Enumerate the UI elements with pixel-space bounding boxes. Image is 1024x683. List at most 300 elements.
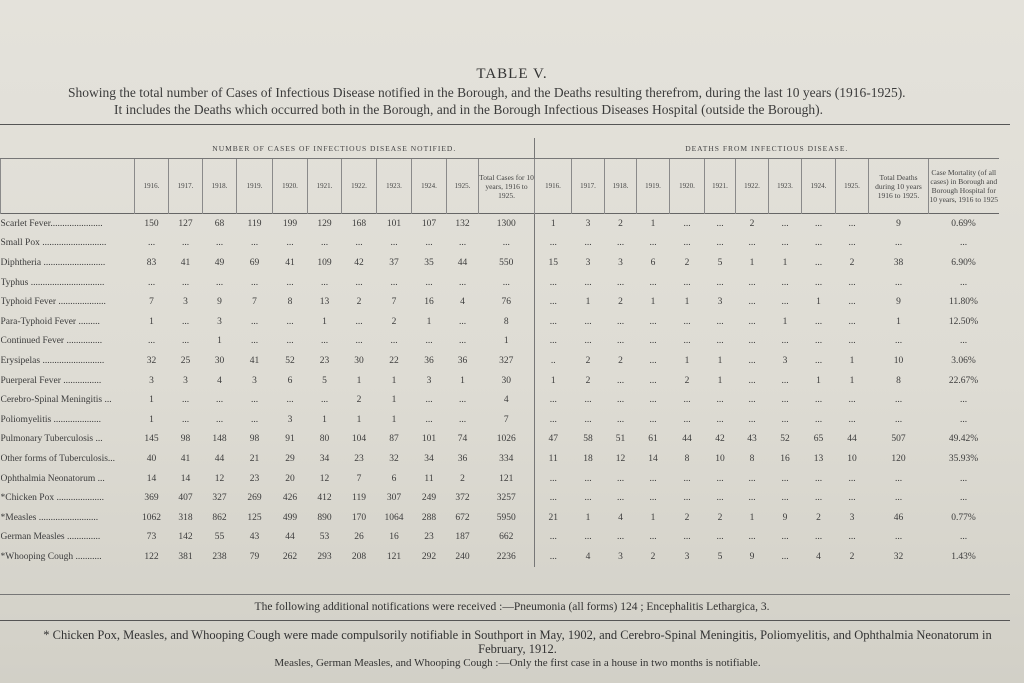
table-row bbox=[1, 488, 999, 508]
mortality-cell: ... bbox=[959, 395, 968, 406]
cases-cell: 208 bbox=[351, 551, 367, 562]
deaths-cell: 1 bbox=[816, 297, 821, 308]
cases-cell: 52 bbox=[285, 355, 295, 366]
mortality-cell: ... bbox=[959, 277, 968, 288]
deaths-cell: ... bbox=[848, 238, 856, 249]
cases-cell: 16 bbox=[424, 297, 434, 308]
deaths-cell: 61 bbox=[648, 434, 658, 445]
deaths-cell: ... bbox=[616, 473, 625, 484]
deaths-cell: ... bbox=[649, 395, 657, 406]
cases-cell: 30 bbox=[214, 355, 225, 366]
deaths-cell: 1 bbox=[849, 355, 855, 366]
disease-table bbox=[0, 138, 999, 567]
cases-cell: 327 bbox=[212, 493, 227, 504]
cases-cell: 1 bbox=[322, 414, 327, 425]
deaths-cell: ... bbox=[848, 532, 856, 543]
cases-cell: 9 bbox=[217, 297, 222, 308]
deaths-cell: ... bbox=[814, 218, 823, 229]
disease-name: Small Pox ........................... bbox=[0, 238, 107, 249]
cases-cell: 37 bbox=[389, 257, 399, 268]
deaths-cell: ... bbox=[584, 473, 592, 484]
cases-cell: ... bbox=[320, 238, 329, 249]
cases-cell: 14 bbox=[180, 473, 191, 484]
deaths-cell: 1 bbox=[782, 257, 788, 268]
total-deaths-cell: 1 bbox=[896, 316, 901, 327]
cases-cell: 49 bbox=[214, 257, 225, 268]
cases-cell: 1 bbox=[426, 316, 432, 327]
disease-name: Continued Fever ............... bbox=[0, 336, 103, 347]
deaths-cell: ... bbox=[848, 473, 856, 484]
deaths-cell: ... bbox=[716, 473, 724, 484]
deaths-cell: ... bbox=[616, 336, 625, 347]
cases-cell: ... bbox=[215, 414, 224, 425]
cases-cell: 2 bbox=[356, 395, 362, 406]
total-deaths-cell: 10 bbox=[893, 355, 904, 366]
cases-cell: 2 bbox=[460, 473, 465, 484]
year-header-row bbox=[1, 159, 999, 214]
mortality-cell: 11.80% bbox=[949, 297, 978, 308]
deaths-cell: 4 bbox=[585, 551, 591, 562]
cases-cell: 42 bbox=[354, 257, 364, 268]
disease-name: *Whooping Cough ........... bbox=[0, 551, 102, 562]
cases-cell: 3 bbox=[183, 375, 188, 386]
cases-cell: 1 bbox=[460, 375, 465, 386]
cases-cell: 36 bbox=[457, 355, 468, 366]
cases-cell: 3 bbox=[149, 375, 154, 386]
total-cases-cell: 121 bbox=[499, 473, 514, 484]
deaths-cell: 11 bbox=[535, 449, 572, 469]
disease-name: Pulmonary Tuberculosis ... bbox=[0, 434, 103, 445]
cases-cell: ... bbox=[355, 238, 363, 249]
cases-cell: 20 bbox=[285, 473, 295, 484]
disease-name: Para-Typhoid Fever ......... bbox=[0, 316, 100, 327]
deaths-cell: ... bbox=[683, 238, 691, 249]
deaths-cell: ... bbox=[535, 312, 572, 332]
total-cases-cell: ... bbox=[502, 238, 510, 249]
cases-cell: 80 bbox=[319, 434, 330, 445]
cases-cell: 4 bbox=[217, 375, 222, 386]
cases-cell: 44 bbox=[285, 532, 295, 543]
cases-cell: 1 bbox=[149, 395, 154, 406]
deaths-cell: ... bbox=[584, 238, 592, 249]
cases-cell: 318 bbox=[178, 512, 193, 523]
deaths-cell: 18 bbox=[583, 453, 593, 464]
cases-cell: 7 bbox=[391, 297, 397, 308]
case-year-header: 1919. bbox=[237, 159, 273, 214]
deaths-cell: ... bbox=[683, 336, 691, 347]
deaths-cell: ... bbox=[584, 316, 592, 327]
deaths-cell: 2 bbox=[849, 257, 855, 268]
cases-cell: 98 bbox=[249, 434, 260, 445]
deaths-cell: ... bbox=[584, 532, 592, 543]
mortality-cell: 3.06% bbox=[951, 355, 976, 366]
cases-cell: 53 bbox=[319, 532, 330, 543]
cases-cell: 499 bbox=[282, 512, 298, 523]
cases-cell: 44 bbox=[214, 453, 225, 464]
cases-cell: 3 bbox=[217, 316, 222, 327]
cases-cell: 83 bbox=[146, 257, 157, 268]
cases-cell: 22 bbox=[389, 355, 399, 366]
deaths-cell: ... bbox=[649, 336, 657, 347]
cases-cell: 127 bbox=[178, 218, 193, 229]
cases-cell: 104 bbox=[351, 434, 367, 445]
cases-cell: 1 bbox=[322, 316, 327, 327]
cases-cell: ... bbox=[286, 277, 294, 288]
cases-cell: 240 bbox=[455, 551, 470, 562]
deaths-cell: ... bbox=[716, 493, 724, 504]
name-header-cell bbox=[1, 138, 135, 159]
cases-cell: 36 bbox=[424, 355, 434, 366]
mortality-cell: 1.43% bbox=[951, 551, 976, 562]
deaths-cell: ... bbox=[781, 414, 789, 425]
case-year-header: 1922. bbox=[342, 159, 377, 214]
cases-cell: ... bbox=[181, 277, 190, 288]
cases-cell: ... bbox=[458, 277, 467, 288]
cases-cell: ... bbox=[181, 336, 190, 347]
deaths-cell: 2 bbox=[717, 512, 723, 523]
cases-cell: 119 bbox=[352, 493, 366, 504]
total-deaths-cell: ... bbox=[894, 238, 903, 249]
cases-cell: ... bbox=[355, 277, 363, 288]
cases-cell: ... bbox=[355, 316, 363, 327]
deaths-cell: 1 bbox=[535, 371, 572, 391]
deaths-cell: 44 bbox=[682, 434, 692, 445]
deaths-cell: ... bbox=[716, 238, 724, 249]
cases-cell: 23 bbox=[354, 453, 364, 464]
cases-cell: 13 bbox=[319, 297, 330, 308]
deaths-cell: ... bbox=[616, 375, 625, 386]
deaths-cell: ... bbox=[748, 355, 756, 366]
mortality-cell: 0.77% bbox=[951, 512, 976, 523]
name-col-header bbox=[1, 159, 135, 214]
table-row bbox=[1, 253, 999, 273]
cases-cell: 381 bbox=[178, 551, 193, 562]
cases-cell: 3 bbox=[183, 297, 188, 308]
deaths-cell: ... bbox=[683, 316, 691, 327]
footnote bbox=[30, 628, 1005, 670]
disease-name: German Measles .............. bbox=[0, 532, 101, 543]
case-mortality-header: Case Mortality (of all cases) in Borough and Borough Hospital for 10 years, 1916 to 1925 bbox=[929, 159, 999, 214]
deaths-cell: ... bbox=[716, 414, 724, 425]
cases-cell: 3 bbox=[426, 375, 432, 386]
table-row bbox=[1, 292, 999, 312]
cases-cell: 32 bbox=[146, 355, 157, 366]
table-row bbox=[1, 547, 999, 567]
total-deaths-cell: ... bbox=[894, 414, 903, 425]
deaths-cell: ... bbox=[781, 218, 789, 229]
total-cases-cell: 334 bbox=[499, 453, 514, 464]
cases-cell: 2 bbox=[356, 297, 362, 308]
total-cases-cell: 2236 bbox=[496, 551, 516, 562]
deaths-cell: ... bbox=[748, 493, 756, 504]
deaths-cell: ... bbox=[748, 297, 756, 308]
cases-cell: 168 bbox=[351, 218, 367, 229]
deaths-cell: 2 bbox=[618, 355, 623, 366]
cases-cell: 30 bbox=[354, 355, 364, 366]
table-row bbox=[1, 273, 999, 293]
cases-cell: 101 bbox=[421, 434, 437, 445]
deaths-cell: 1 bbox=[782, 316, 788, 327]
deaths-cell: ... bbox=[649, 238, 657, 249]
footnote-line-2: Measles, German Measles, and Whooping Cough :—Only the first case in a house in two months is notifiable. bbox=[274, 657, 761, 669]
total-deaths-cell: ... bbox=[894, 395, 903, 406]
total-deaths-cell: ... bbox=[894, 473, 903, 484]
total-deaths-cell: ... bbox=[894, 336, 903, 347]
table-row bbox=[1, 508, 999, 528]
deaths-cell: 2 bbox=[749, 218, 755, 229]
total-cases-cell: 1 bbox=[503, 336, 509, 347]
cases-cell: ... bbox=[181, 316, 190, 327]
deaths-cell: ... bbox=[748, 532, 756, 543]
deaths-cell: ... bbox=[616, 316, 625, 327]
cases-cell: 69 bbox=[249, 257, 260, 268]
deaths-cell: ... bbox=[748, 316, 756, 327]
cases-cell: 91 bbox=[285, 434, 295, 445]
deaths-cell: ... bbox=[535, 410, 572, 430]
deaths-cell: 10 bbox=[715, 453, 725, 464]
cases-cell: ... bbox=[320, 395, 329, 406]
death-year-header: 1924. bbox=[802, 159, 836, 214]
cases-cell: 862 bbox=[212, 512, 227, 523]
deaths-cell: ... bbox=[616, 395, 625, 406]
cases-cell: 41 bbox=[249, 355, 260, 366]
disease-name: Puerperal Fever ................ bbox=[0, 375, 102, 386]
cases-cell: ... bbox=[425, 238, 433, 249]
cases-cell: ... bbox=[425, 277, 433, 288]
cases-cell: 121 bbox=[386, 551, 402, 562]
cases-cell: 372 bbox=[455, 493, 470, 504]
cases-cell: 40 bbox=[146, 453, 157, 464]
cases-cell: ... bbox=[425, 336, 433, 347]
deaths-cell: ... bbox=[748, 238, 756, 249]
deaths-cell: 3 bbox=[618, 551, 623, 562]
cases-cell: ... bbox=[458, 238, 467, 249]
cases-cell: 148 bbox=[212, 434, 227, 445]
cases-cell: 87 bbox=[389, 434, 399, 445]
cases-cell: 7 bbox=[149, 297, 154, 308]
deaths-cell: 13 bbox=[813, 453, 824, 464]
mortality-cell: ... bbox=[959, 414, 968, 425]
total-deaths-cell: 38 bbox=[893, 257, 904, 268]
deaths-cell: 1 bbox=[749, 512, 755, 523]
case-year-header: 1923. bbox=[377, 159, 412, 214]
deaths-cell: 1 bbox=[650, 218, 656, 229]
cases-cell: ... bbox=[458, 414, 467, 425]
death-year-header: 1922. bbox=[736, 159, 769, 214]
cases-cell: ... bbox=[286, 336, 294, 347]
deaths-cell: ... bbox=[748, 375, 756, 386]
deaths-cell: ... bbox=[814, 473, 823, 484]
cases-cell: ... bbox=[320, 277, 329, 288]
total-cases-cell: 1026 bbox=[496, 434, 516, 445]
cases-cell: ... bbox=[425, 395, 433, 406]
cases-cell: 1 bbox=[391, 395, 397, 406]
deaths-cell: ... bbox=[535, 292, 572, 312]
disease-name: Typhoid Fever .................... bbox=[0, 297, 106, 308]
cases-cell: 119 bbox=[247, 218, 262, 229]
table-row bbox=[1, 332, 999, 352]
deaths-cell: 5 bbox=[717, 257, 723, 268]
cases-cell: 170 bbox=[351, 512, 367, 523]
top-rule bbox=[0, 124, 1010, 125]
deaths-cell: 16 bbox=[780, 453, 790, 464]
mortality-cell: ... bbox=[959, 238, 968, 249]
cases-cell: ... bbox=[250, 316, 259, 327]
total-cases-cell: ... bbox=[502, 277, 510, 288]
description-line-1: Showing the total number of Cases of Infectious Disease notified in the Borough, and the Deaths resulting therefrom, during the last 10 years (1916-1925). bbox=[68, 85, 906, 100]
deaths-cell: ... bbox=[814, 493, 823, 504]
deaths-cell: 1 bbox=[585, 512, 591, 523]
deaths-cell: ... bbox=[848, 297, 856, 308]
deaths-cell: ... bbox=[716, 336, 724, 347]
cases-cell: 98 bbox=[180, 434, 191, 445]
total-cases-cell: 5950 bbox=[496, 512, 516, 523]
deaths-cell: ... bbox=[848, 277, 856, 288]
deaths-cell: ... bbox=[683, 473, 691, 484]
death-year-header: 1917. bbox=[572, 159, 605, 214]
deaths-cell: 1 bbox=[684, 355, 690, 366]
cases-cell: 129 bbox=[317, 218, 332, 229]
table-row bbox=[1, 312, 999, 332]
cases-cell: ... bbox=[250, 277, 259, 288]
cases-cell: 68 bbox=[214, 218, 225, 229]
disease-name: Poliomyelitis .................... bbox=[0, 414, 102, 425]
deaths-cell: 3 bbox=[585, 257, 591, 268]
death-year-header: 1923. bbox=[769, 159, 802, 214]
cases-cell: 1 bbox=[149, 414, 154, 425]
cases-cell: ... bbox=[181, 395, 190, 406]
deaths-cell: 44 bbox=[847, 434, 857, 445]
deaths-cell: ... bbox=[716, 316, 724, 327]
total-deaths-cell: 46 bbox=[893, 512, 904, 523]
cases-cell: 3 bbox=[252, 375, 257, 386]
cases-cell: 369 bbox=[144, 493, 159, 504]
cases-cell: 8 bbox=[287, 297, 293, 308]
cases-cell: 1 bbox=[217, 336, 222, 347]
case-year-header: 1925. bbox=[447, 159, 479, 214]
cases-cell: 16 bbox=[389, 532, 399, 543]
deaths-cell: ... bbox=[584, 277, 592, 288]
cases-cell: ... bbox=[458, 336, 467, 347]
cases-cell: ... bbox=[458, 395, 467, 406]
cases-cell: 34 bbox=[424, 453, 434, 464]
total-deaths-cell: ... bbox=[894, 493, 903, 504]
deaths-cell: ... bbox=[814, 257, 823, 268]
group-header-row bbox=[1, 138, 999, 159]
table-title: TABLE V. bbox=[476, 66, 548, 82]
cases-cell: 249 bbox=[421, 493, 437, 504]
deaths-cell: ... bbox=[716, 532, 724, 543]
mortality-cell: ... bbox=[959, 493, 968, 504]
cases-cell: 26 bbox=[354, 532, 364, 543]
cases-cell: 41 bbox=[285, 257, 295, 268]
deaths-cell: 3 bbox=[618, 257, 623, 268]
deaths-cell: ... bbox=[535, 273, 572, 293]
cases-cell: 35 bbox=[424, 257, 434, 268]
total-deaths-cell: 9 bbox=[896, 297, 901, 308]
cases-cell: 5 bbox=[322, 375, 327, 386]
deaths-cell: 4 bbox=[618, 512, 623, 523]
cases-cell: ... bbox=[250, 336, 259, 347]
total-deaths-header: Total Deaths during 10 years 1916 to 1925. bbox=[869, 159, 929, 214]
cases-cell: 122 bbox=[144, 551, 159, 562]
deaths-cell: 10 bbox=[847, 453, 857, 464]
cases-cell: 125 bbox=[247, 512, 262, 523]
deaths-cell: 2 bbox=[585, 375, 591, 386]
deaths-cell: ... bbox=[748, 395, 756, 406]
deaths-cell: ... bbox=[616, 532, 625, 543]
deaths-cell: 52 bbox=[780, 434, 790, 445]
cases-cell: 890 bbox=[317, 512, 332, 523]
disease-name: Erysipelas .......................... bbox=[0, 355, 105, 366]
cases-cell: ... bbox=[215, 395, 224, 406]
table-row bbox=[1, 390, 999, 410]
deaths-cell: 6 bbox=[650, 257, 656, 268]
deaths-cell: ... bbox=[535, 469, 572, 489]
deaths-cell: ... bbox=[535, 488, 572, 508]
cases-cell: 79 bbox=[249, 551, 260, 562]
deaths-cell: ... bbox=[781, 277, 789, 288]
deaths-cell: ... bbox=[535, 547, 572, 567]
cases-cell: ... bbox=[458, 316, 467, 327]
deaths-cell: ... bbox=[848, 493, 856, 504]
cases-cell: 199 bbox=[282, 218, 298, 229]
total-deaths-cell: 507 bbox=[891, 434, 906, 445]
cases-cell: 21 bbox=[249, 453, 260, 464]
cases-cell: ... bbox=[147, 336, 156, 347]
deaths-cell: 2 bbox=[684, 257, 690, 268]
total-cases-header: Total Cases for 10 years, 1916 to 1925. bbox=[479, 159, 535, 214]
cases-cell: 7 bbox=[252, 297, 257, 308]
deaths-cell: ... bbox=[814, 414, 823, 425]
deaths-cell: ... bbox=[781, 493, 789, 504]
deaths-cell: 8 bbox=[749, 453, 755, 464]
deaths-cell: 3 bbox=[849, 512, 855, 523]
deaths-cell: 1 bbox=[749, 257, 755, 268]
cases-cell: ... bbox=[390, 277, 398, 288]
deaths-cell: 42 bbox=[715, 434, 725, 445]
case-year-header: 1917. bbox=[169, 159, 203, 214]
deaths-cell: ... bbox=[683, 532, 691, 543]
cases-cell: 23 bbox=[319, 355, 330, 366]
description-line-2: It includes the Deaths which occurred both in the Borough, and in the Borough Infectious Diseases Hospital (outside the Borough). bbox=[114, 102, 823, 117]
deaths-cell: 2 bbox=[816, 512, 821, 523]
total-cases-cell: 1300 bbox=[496, 218, 516, 229]
cases-cell: ... bbox=[355, 336, 363, 347]
cases-cell: 142 bbox=[178, 532, 193, 543]
deaths-cell: 4 bbox=[816, 551, 821, 562]
cases-cell: 25 bbox=[180, 355, 191, 366]
deaths-cell: 2 bbox=[618, 297, 623, 308]
total-deaths-cell: 9 bbox=[896, 218, 901, 229]
deaths-cell: 1 bbox=[650, 297, 656, 308]
table-body bbox=[1, 214, 999, 567]
deaths-cell: ... bbox=[649, 532, 657, 543]
total-cases-cell: 4 bbox=[503, 395, 509, 406]
table-row bbox=[1, 449, 999, 469]
deaths-cell: ... bbox=[716, 218, 724, 229]
cases-cell: 101 bbox=[386, 218, 402, 229]
total-cases-cell: 76 bbox=[501, 297, 511, 308]
footnote-line-1: * Chicken Pox, Measles, and Whooping Cough were made compulsorily notifiable in Southport in May, 1902, and Cerebro-Spinal Meningitis, Poliomyelitis, and Ophthalmia Neonatorum in February, 1912. bbox=[43, 628, 992, 656]
total-cases-cell: 7 bbox=[503, 414, 509, 425]
cases-cell: 238 bbox=[212, 551, 227, 562]
cases-cell: 132 bbox=[455, 218, 470, 229]
cases-cell: ... bbox=[147, 238, 156, 249]
cases-cell: 1 bbox=[149, 316, 154, 327]
cases-cell: 1 bbox=[391, 414, 397, 425]
deaths-cell: ... bbox=[781, 551, 789, 562]
